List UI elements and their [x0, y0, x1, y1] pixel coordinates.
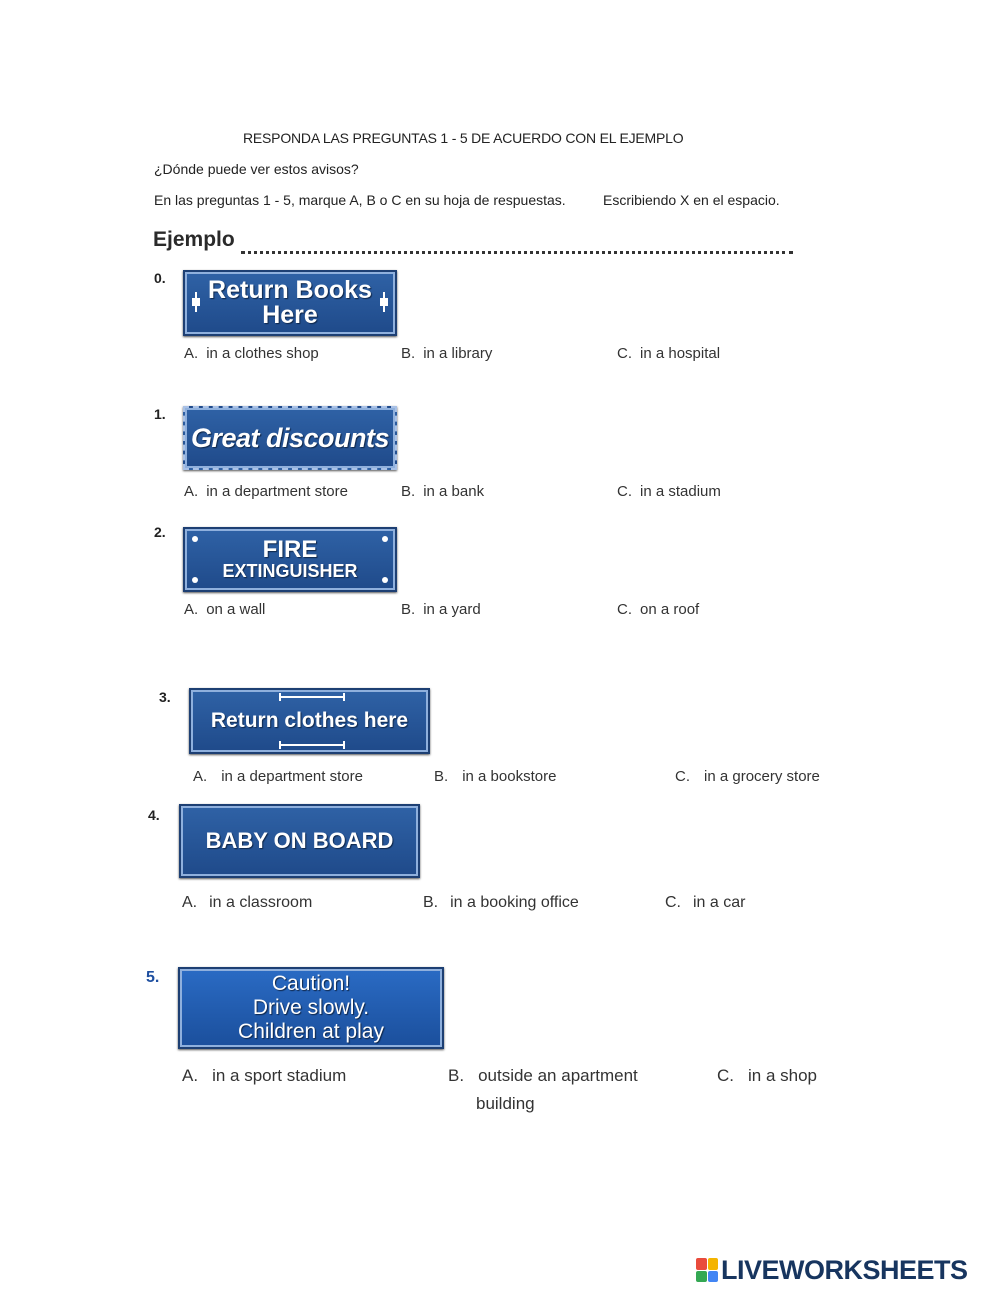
- option-a[interactable]: A. on a wall: [184, 601, 266, 618]
- item-number: 4.: [148, 807, 160, 823]
- bar-icon: [279, 744, 345, 746]
- logo-mark-icon: [696, 1258, 718, 1282]
- option-b-continued: building: [476, 1094, 535, 1113]
- sign-line: Drive slowly.: [252, 996, 370, 1019]
- rivet-icon: [192, 577, 198, 583]
- option-b[interactable]: B. outside an apartment: [448, 1066, 638, 1085]
- sign-line: BABY ON BOARD: [205, 828, 394, 853]
- pin-icon: [383, 292, 385, 312]
- instructions-text: En las preguntas 1 - 5, marque A, B o C en su hoja de respuestas.: [154, 192, 566, 208]
- item-number: 1.: [154, 406, 166, 422]
- option-c[interactable]: C. on a roof: [617, 601, 700, 618]
- item-number: 3.: [159, 689, 171, 705]
- item-number: 2.: [154, 524, 166, 540]
- option-c[interactable]: C. in a stadium: [617, 483, 721, 500]
- bar-icon: [279, 696, 345, 698]
- sign-line: Children at play: [238, 1020, 384, 1043]
- option-c[interactable]: C. in a hospital: [617, 345, 721, 362]
- option-c[interactable]: C. in a car: [665, 894, 746, 911]
- option-a[interactable]: A. in a department store: [184, 483, 348, 500]
- option-b[interactable]: B. in a bookstore: [434, 768, 557, 785]
- dotted-divider: [241, 241, 793, 254]
- rivet-icon: [382, 536, 388, 542]
- sign-great-discounts: [183, 406, 397, 470]
- sign-caution: [178, 967, 444, 1049]
- sign-line: Caution!: [271, 972, 351, 995]
- option-b[interactable]: B. in a booking office: [423, 894, 579, 911]
- sign-line: Return Books: [208, 276, 372, 304]
- sign-line: EXTINGUISHER: [222, 560, 358, 581]
- item-number: 5.: [146, 969, 160, 986]
- sign-line: FIRE: [262, 535, 318, 563]
- option-b[interactable]: B. in a yard: [401, 601, 481, 618]
- sign-line: Here: [262, 301, 318, 329]
- item-number: 0.: [154, 270, 166, 286]
- option-a[interactable]: A. in a classroom: [182, 894, 313, 911]
- sign-line: Return clothes here: [210, 709, 409, 732]
- option-a[interactable]: A. in a sport stadium: [182, 1066, 347, 1085]
- option-b[interactable]: B. in a library: [401, 345, 493, 362]
- option-a[interactable]: A. in a clothes shop: [184, 345, 319, 362]
- option-c[interactable]: C. in a grocery store: [675, 768, 820, 785]
- option-a[interactable]: A. in a department store: [193, 768, 363, 785]
- sign-baby-on-board: [179, 804, 420, 878]
- liveworksheets-logo: [696, 1255, 968, 1285]
- sign-fire-extinguisher: [183, 527, 397, 592]
- rivet-icon: [192, 536, 198, 542]
- sign-return-books: [183, 270, 397, 336]
- option-c[interactable]: C. in a shop: [717, 1066, 817, 1085]
- sign-return-clothes: [189, 688, 430, 754]
- question-text: ¿Dónde puede ver estos avisos?: [154, 161, 359, 177]
- page-title: RESPONDA LAS PREGUNTAS 1 - 5 DE ACUERDO CON EL EJEMPLO: [243, 130, 684, 146]
- option-b[interactable]: B. in a bank: [401, 483, 485, 500]
- pin-icon: [195, 292, 197, 312]
- sign-line: Great discounts: [190, 422, 390, 453]
- logo-text: LIVEWORKSHEETS: [721, 1254, 968, 1285]
- instructions-extra-text: Escribiendo X en el espacio.: [603, 192, 780, 208]
- example-heading: Ejemplo: [153, 228, 235, 251]
- rivet-icon: [382, 577, 388, 583]
